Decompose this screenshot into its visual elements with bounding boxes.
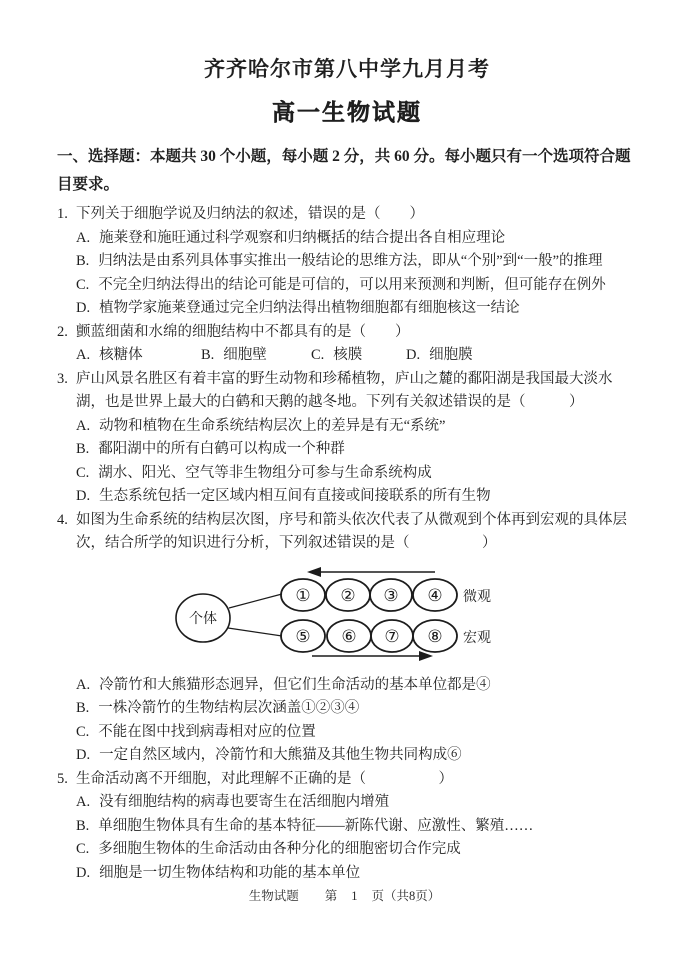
option-label: C. bbox=[76, 841, 90, 857]
question-number: 1. bbox=[57, 206, 68, 222]
option-text: 生态系统包括一定区域内相互间有直接或间接联系的所有生物 bbox=[99, 488, 491, 504]
question-stem-text: 庐山风景名胜区有着丰富的野生动物和珍稀植物，庐山之麓的鄱阳湖是我国最大淡水湖，也是世界上最大的白鹤和天鹅的越冬地。下列有关叙述错误的是（ ） bbox=[76, 370, 613, 410]
question-stem-text: 颤蓝细菌和水绵的细胞结构中不都具有的是（ ） bbox=[76, 323, 410, 340]
option-3c bbox=[57, 462, 637, 486]
option-label: A. bbox=[76, 347, 91, 363]
question-number: 5. bbox=[57, 770, 68, 787]
question-3 bbox=[57, 368, 637, 509]
option-text: 动物和植物在生命系统结构层次上的差异是有无“系统” bbox=[99, 417, 446, 434]
option-3b bbox=[57, 438, 637, 462]
option-2b bbox=[201, 344, 311, 368]
option-label: D. bbox=[76, 747, 91, 763]
option-5a bbox=[57, 791, 637, 815]
question-stem bbox=[57, 203, 637, 227]
option-text: 不能在图中找到病毒相对应的位置 bbox=[98, 723, 316, 740]
footer-page-suffix: 页（共8页） bbox=[371, 889, 441, 903]
question-list bbox=[57, 203, 637, 885]
option-label: A. bbox=[76, 229, 91, 246]
option-label: D. bbox=[406, 347, 421, 363]
life-system-levels-diagram bbox=[165, 560, 510, 672]
question-number: 3. bbox=[57, 370, 68, 387]
level-number-7: ⑦ bbox=[384, 626, 400, 646]
question-number: 4. bbox=[57, 511, 68, 528]
option-label: A. bbox=[76, 794, 91, 810]
question-4 bbox=[57, 509, 637, 768]
option-4c bbox=[57, 721, 637, 745]
option-2d bbox=[406, 344, 473, 368]
option-1a bbox=[57, 227, 637, 251]
option-text: 没有细胞结构的病毒也要寄生在活细胞内增殖 bbox=[99, 794, 390, 810]
option-text: 植物学家施莱登通过完全归纳法得出植物细胞都有细胞核这一结论 bbox=[99, 300, 520, 316]
level-number-1: ① bbox=[295, 585, 311, 605]
footer-page-number: 1 bbox=[351, 889, 358, 903]
option-text: 湖水、阳光、空气等非生物组分可参与生命系统构成 bbox=[98, 464, 432, 481]
option-label: C. bbox=[76, 276, 90, 293]
option-1b bbox=[57, 250, 637, 274]
option-label: D. bbox=[76, 864, 91, 881]
levels-diagram-svg bbox=[165, 560, 510, 672]
option-2c bbox=[311, 344, 406, 368]
micro-arrow-head bbox=[307, 567, 321, 577]
option-text: 单细胞生物体具有生命的基本特征——新陈代谢、应激性、繁殖…… bbox=[98, 817, 534, 834]
option-text: 一定自然区域内，冷箭竹和大熊猫及其他生物共同构成⑥ bbox=[99, 747, 462, 763]
option-label: C. bbox=[76, 723, 90, 740]
level-number-3: ③ bbox=[383, 585, 399, 605]
page-title: 齐齐哈尔市第八中学九月月考 bbox=[204, 57, 490, 81]
option-text: 冷箭竹和大熊猫形态迥异，但它们生命活动的基本单位都是④ bbox=[99, 676, 491, 693]
option-text: 归纳法是由系列具体事实推出一般结论的思维方法，即从“个别”到“一般”的推理 bbox=[98, 253, 603, 269]
option-text: 不完全归纳法得出的结论可能是可信的，可以用来预测和判断，但可能存在例外 bbox=[98, 276, 606, 293]
question-stem bbox=[57, 768, 637, 792]
question-stem bbox=[57, 321, 637, 345]
level-number-2: ② bbox=[340, 585, 356, 605]
option-3d bbox=[57, 485, 637, 509]
option-label: D. bbox=[76, 300, 91, 316]
option-label: C. bbox=[76, 464, 90, 481]
question-2 bbox=[57, 321, 637, 368]
level-number-4: ④ bbox=[427, 585, 443, 605]
question-stem-text: 生命活动离不开细胞，对此理解不正确的是（ ） bbox=[76, 770, 453, 787]
question-stem-text: 如图为生命系统的结构层次图，序号和箭头依次代表了从微观到个体再到宏观的具体层次，结合所学的知识进行分析，下列叙述错误的是（ ） bbox=[76, 511, 627, 551]
question-5 bbox=[57, 768, 637, 886]
option-4d bbox=[57, 744, 637, 768]
option-2a bbox=[76, 344, 201, 368]
option-text: 多细胞生物体的生命活动由各种分化的细胞密切合作完成 bbox=[98, 841, 461, 857]
options-row bbox=[57, 344, 637, 368]
footer-doc-label: 生物试题 bbox=[248, 889, 299, 903]
option-5c bbox=[57, 838, 637, 862]
option-5d bbox=[57, 862, 637, 886]
page-footer bbox=[0, 886, 689, 904]
option-label: B. bbox=[76, 700, 90, 716]
option-text: 施莱登和施旺通过科学观察和归纳概括的结合提出各自相应理论 bbox=[99, 229, 506, 246]
option-label: D. bbox=[76, 488, 91, 504]
option-text: 鄱阳湖中的所有白鹤可以构成一个种群 bbox=[98, 441, 345, 457]
option-1d bbox=[57, 297, 637, 321]
footer-page-prefix: 第 bbox=[324, 889, 338, 903]
connector-top-line bbox=[229, 594, 282, 608]
question-1 bbox=[57, 203, 637, 321]
question-number: 2. bbox=[57, 323, 68, 340]
connector-bottom-line bbox=[228, 628, 282, 636]
option-3a bbox=[57, 415, 637, 439]
option-1c bbox=[57, 274, 637, 298]
individual-label: 个体 bbox=[189, 611, 217, 627]
option-text: 核糖体 bbox=[99, 347, 143, 363]
option-text: 一株冷箭竹的生物结构层次涵盖①②③④ bbox=[98, 700, 360, 716]
option-label: C. bbox=[311, 347, 325, 363]
question-stem-text: 下列关于细胞学说及归纳法的叙述，错误的是（ ） bbox=[76, 206, 424, 222]
option-text: 细胞壁 bbox=[223, 347, 267, 363]
option-label: A. bbox=[76, 417, 91, 434]
question-stem bbox=[57, 509, 637, 556]
level-number-6: ⑥ bbox=[341, 626, 357, 646]
question-stem bbox=[57, 368, 637, 415]
option-label: B. bbox=[201, 347, 215, 363]
macro-label: 宏观 bbox=[463, 630, 491, 646]
option-5b bbox=[57, 815, 637, 839]
option-label: B. bbox=[76, 253, 90, 269]
micro-label: 微观 bbox=[463, 589, 491, 605]
option-4a bbox=[57, 674, 637, 698]
option-label: B. bbox=[76, 441, 90, 457]
option-label: B. bbox=[76, 817, 90, 834]
level-number-8: ⑧ bbox=[427, 626, 443, 646]
option-text: 细胞膜 bbox=[429, 347, 473, 363]
section-intro: 一、选择题：本题共 30 个小题，每小题 2 分，共 60 分。每小题只有一个选项符合题目要求。 bbox=[57, 148, 631, 193]
option-text: 核膜 bbox=[333, 347, 363, 363]
option-text: 细胞是一切生物体结构和功能的基本单位 bbox=[99, 864, 361, 881]
level-number-5: ⑤ bbox=[295, 626, 311, 646]
option-label: A. bbox=[76, 676, 91, 693]
page-subtitle: 高一生物试题 bbox=[272, 100, 422, 125]
option-4b bbox=[57, 697, 637, 721]
